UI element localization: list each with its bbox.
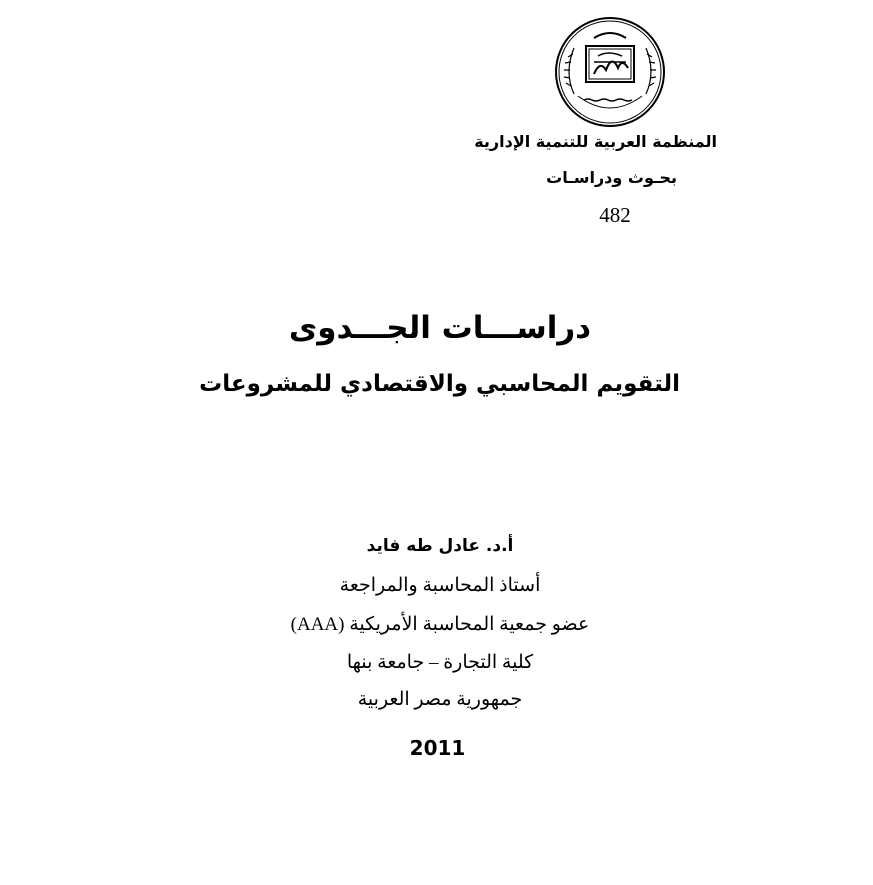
author-membership-line: عضو جمعية المحاسبة الأمريكية (AAA) [290,614,590,635]
book-subtitle: التقويم المحاسبي والاقتصادي للمشروعات [199,371,680,397]
organization-seal-icon [554,16,666,128]
author-country-line: جمهورية مصر العربية [357,689,523,710]
series-label: بحـوث ودراسـات [546,168,677,187]
organization-name: المنظمة العربية للتنمية الإدارية [474,132,717,151]
author-title-line: أستاذ المحاسبة والمراجعة [339,575,541,596]
series-number: 482 [599,203,631,227]
publication-year: 2011 [409,736,466,760]
author-name: أ.د. عادل طه فايد [366,536,514,556]
author-affiliation-line: كلية التجارة – جامعة بنها [346,652,534,673]
book-title: دراســـات الجـــدوى [288,310,592,346]
